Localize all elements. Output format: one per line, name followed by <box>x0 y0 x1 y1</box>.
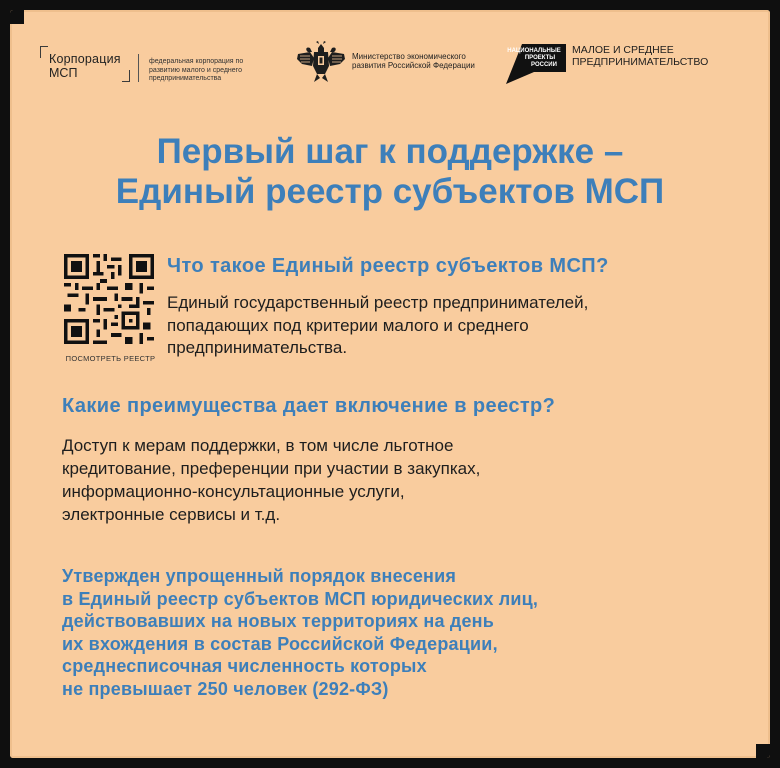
ministry-name: Министерство экономического развития Российской Федерации <box>352 51 475 70</box>
msp-description: федеральная корпорация по развитию малого и среднего предпринимательства <box>149 58 244 82</box>
section-heading-benefits: Какие преимущества дает включение в реестр? <box>62 395 556 417</box>
notice-block <box>62 565 752 701</box>
section-body-what-is-registry <box>167 292 747 360</box>
notice-line: в Единый реестр субъектов МСП юридических лиц, <box>62 588 539 609</box>
msp-corporation-logo <box>40 44 269 84</box>
np-text <box>572 44 708 68</box>
notice-line: среднесписочная численность которых <box>62 656 427 677</box>
body-line: информационно-консультационные услуги, <box>62 482 405 501</box>
msp-logo-mark <box>40 44 132 84</box>
body-line: кредитование, преференции при участии в закупках, <box>62 459 481 478</box>
np-text-line1: МАЛОЕ И СРЕДНЕЕ <box>572 44 674 56</box>
bracket-icon <box>122 70 130 82</box>
np-text-line2: ПРЕДПРИНИМАТЕЛЬСТВО <box>572 56 709 68</box>
notice-line: не превышает 250 человек (292-ФЗ) <box>62 678 389 699</box>
section-body-benefits <box>62 434 702 526</box>
np-mark-line: ПРОЕКТЫ <box>524 55 556 61</box>
body-line: Доступ к мерам поддержки, в том числе льготное <box>62 436 454 455</box>
title-line2: Единый реестр субъектов МСП <box>115 172 665 211</box>
qr-caption: ПОСМОТРЕТЬ РЕЕСТР <box>65 354 156 363</box>
body-line: электронные сервисы и т.д. <box>62 505 281 524</box>
double-headed-eagle-icon <box>296 38 346 84</box>
section-heading-what-is-registry: Что такое Единый реестр субъектов МСП? <box>167 255 609 277</box>
qr-code-icon[interactable] <box>64 254 154 344</box>
info-poster <box>10 10 770 758</box>
ministry-logo <box>296 38 482 84</box>
np-mark-line: РОССИИ <box>531 62 557 68</box>
title-line1: Первый шаг к поддержке – <box>156 132 624 171</box>
corner-decoration <box>756 744 770 758</box>
notice-line: действовавших на новых территориях на день <box>62 611 495 632</box>
msp-logo-line2: МСП <box>49 66 78 80</box>
corner-decoration <box>10 10 24 24</box>
msp-logo-line1: Корпорация <box>49 52 121 66</box>
national-projects-mark-icon <box>500 42 568 86</box>
body-line: предпринимательства. <box>167 338 348 357</box>
bracket-icon <box>40 46 48 58</box>
body-line: Единый государственный реестр предпринимателей, <box>167 293 589 312</box>
body-line: попадающих под критерии малого и среднего <box>167 315 529 335</box>
np-mark-line: НАЦИОНАЛЬНЫЕ <box>507 48 561 54</box>
logo-divider <box>138 54 139 82</box>
page-title <box>10 132 770 212</box>
notice-line: Утвержден упрощенный порядок внесения <box>62 566 457 586</box>
national-projects-logo <box>500 42 708 86</box>
notice-line: их вхождения в состав Российской Федерации, <box>62 633 498 654</box>
